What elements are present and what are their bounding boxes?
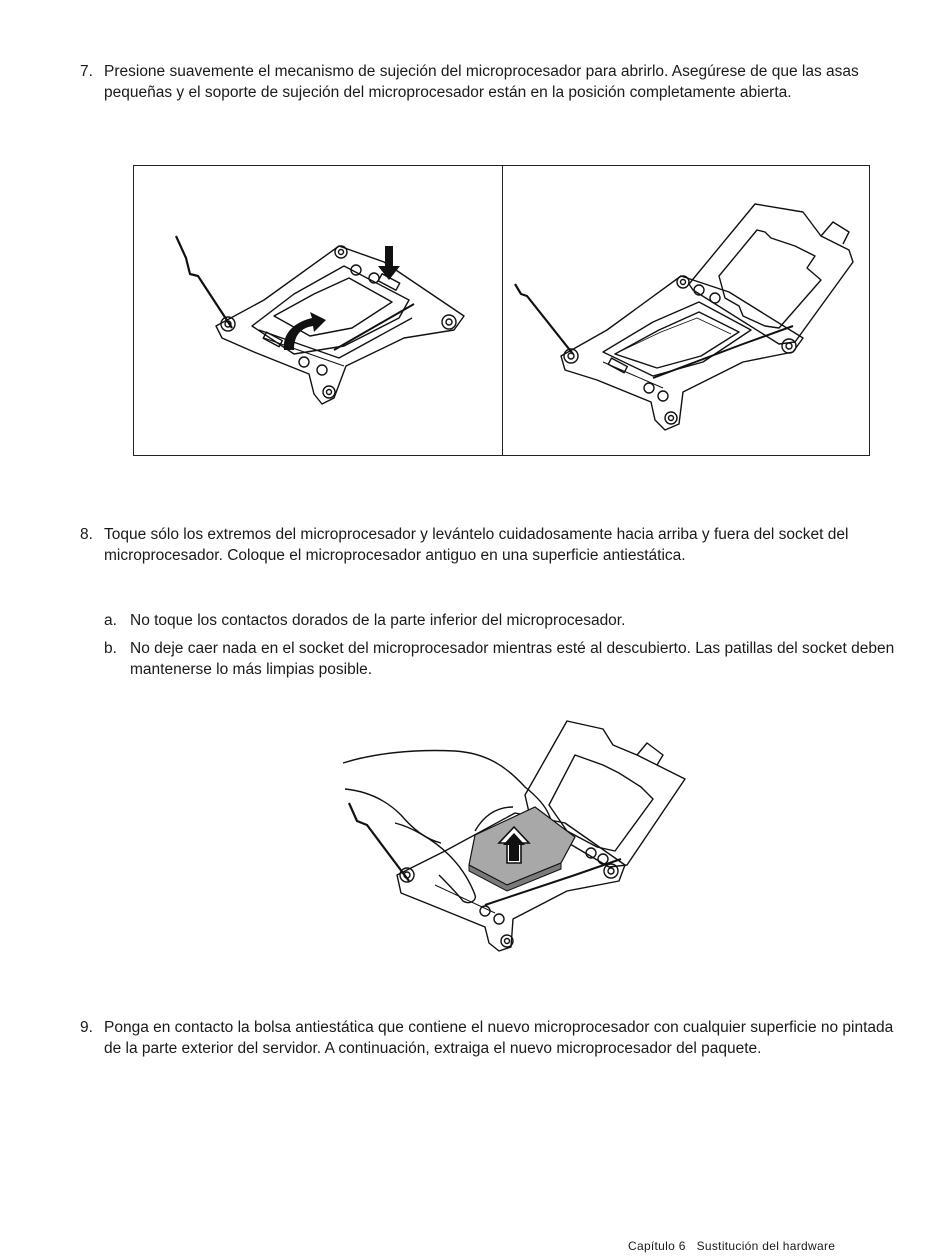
socket-open-illustration [503,166,871,456]
step-text: Ponga en contacto la bolsa antiestática que contiene el nuevo microprocesador con cualquier superficie no pintada de la parte exterior del servidor. A continuación, extraiga el nuevo microprocesador del paquete. [104,1019,894,1057]
step-9 [80,1018,910,1059]
step-7 [80,62,910,103]
substep-a [104,611,904,632]
step-8 [80,525,910,566]
substep-letter: b. [104,640,117,657]
substep-text: No toque los contactos dorados de la parte inferior del microprocesador. [130,612,626,629]
step-text: Toque sólo los extremos del microprocesador y levántelo cuidadosamente hacia arriba y fuera del socket del microprocesador. Coloque el microprocesador antiguo en una superficie antiestática. [104,526,849,564]
page-footer [628,1239,835,1253]
step-text: Presione suavemente el mecanismo de sujeción del microprocesador para abrirlo. Asegúrese de que las asas pequeñas y el soporte de sujeción del microprocesador están en la posición completamente abierta. [104,63,859,101]
substep-b [104,639,904,680]
remove-processor-illustration [335,715,695,960]
step-number: 9. [80,1019,93,1036]
substep-text: No deje caer nada en el socket del microprocesador mientras esté al descubierto. Las patillas del socket deben mantenerse lo más limpias posible. [130,640,895,678]
step-number: 7. [80,63,93,80]
footer-chapter: Capítulo 6 [628,1239,686,1253]
substep-letter: a. [104,612,117,629]
socket-open-figure [133,165,870,456]
socket-closed-illustration [134,166,502,456]
step-number: 8. [80,526,93,543]
footer-title: Sustitución del hardware [696,1239,836,1253]
